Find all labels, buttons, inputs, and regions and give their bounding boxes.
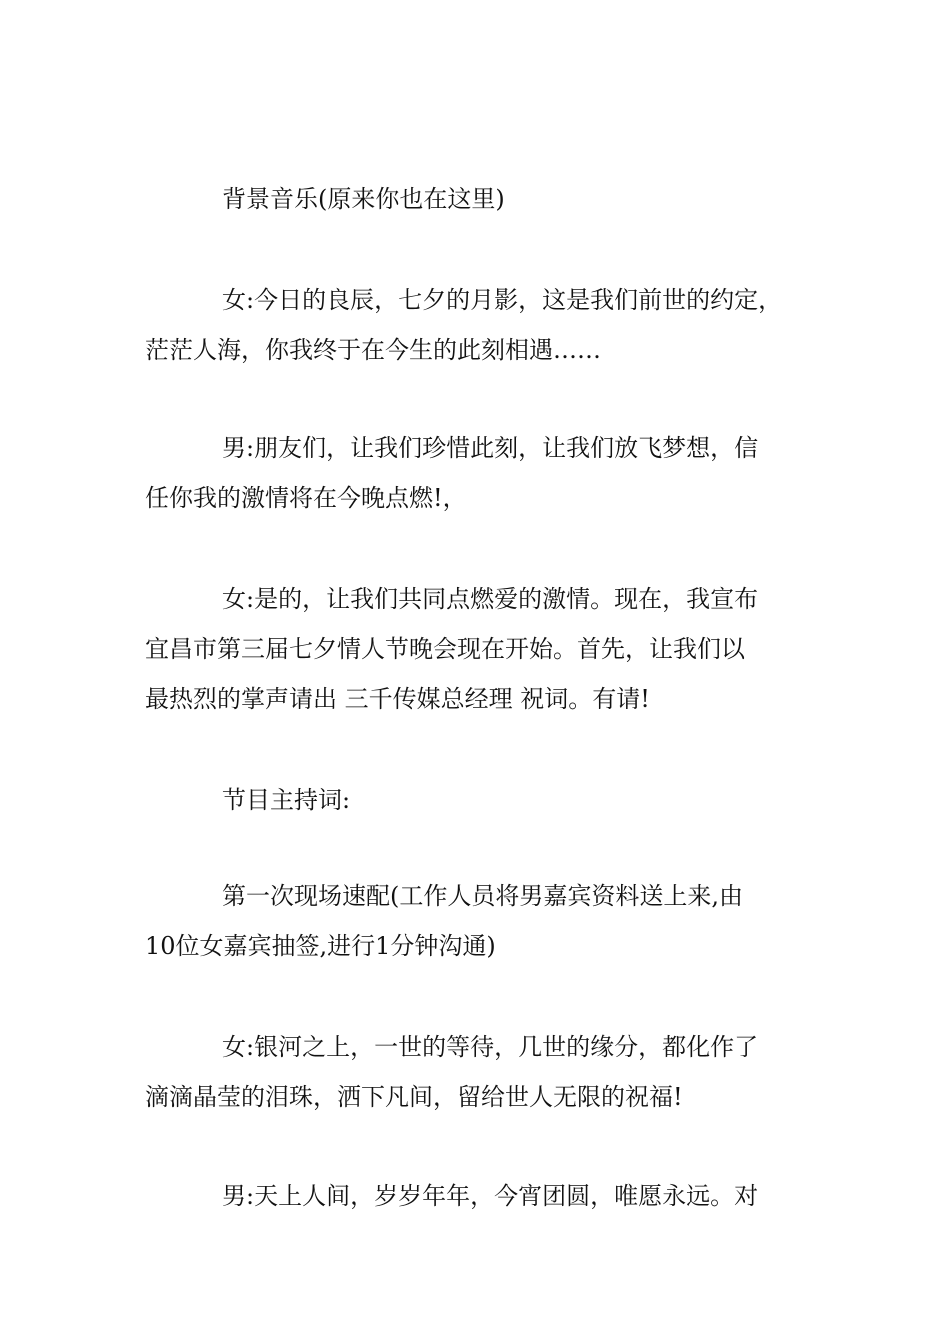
paragraph-line: 男:天上人间，岁岁年年，今宵团圆，唯愿永远。对	[222, 1182, 759, 1210]
paragraph-line: 女:银河之上，一世的等待，几世的缘分，都化作了	[222, 1033, 759, 1061]
paragraph-line: 背景音乐(原来你也在这里)	[222, 185, 505, 213]
paragraph-line: 10位女嘉宾抽签,进行1分钟沟通)	[145, 932, 496, 960]
paragraph-female-announcement	[145, 574, 825, 724]
paragraph-line: 女:今日的良辰，七夕的月影，这是我们前世的约定，	[222, 286, 783, 314]
paragraph-line: 最热烈的掌声请出 三千传媒总经理 祝词。有请!	[145, 685, 650, 713]
paragraph-line: 男:朋友们，让我们珍惜此刻，让我们放飞梦想，信	[222, 434, 759, 462]
paragraph-line: 第一次现场速配(工作人员将男嘉宾资料送上来,由	[222, 882, 743, 910]
paragraph-line: 女:是的，让我们共同点燃爱的激情。现在，我宣布	[222, 585, 759, 613]
paragraph-background-music	[145, 174, 825, 224]
paragraph-line: 任你我的激情将在今晚点燃!，	[145, 484, 467, 512]
paragraph-program-heading	[145, 775, 825, 825]
paragraph-speed-dating	[145, 871, 825, 971]
paragraph-female-milkyway	[145, 1022, 825, 1122]
paragraph-line: 茫茫人海，你我终于在今生的此刻相遇……	[145, 336, 601, 364]
paragraph-line: 宜昌市第三届七夕情人节晚会现在开始。首先，让我们以	[145, 635, 745, 663]
paragraph-line: 节目主持词:	[222, 786, 351, 814]
paragraph-male-heaven	[145, 1171, 825, 1221]
paragraph-female-opening	[145, 275, 825, 375]
paragraph-male-opening	[145, 423, 825, 523]
paragraph-line: 滴滴晶莹的泪珠，洒下凡间，留给世人无限的祝福!	[145, 1083, 683, 1111]
